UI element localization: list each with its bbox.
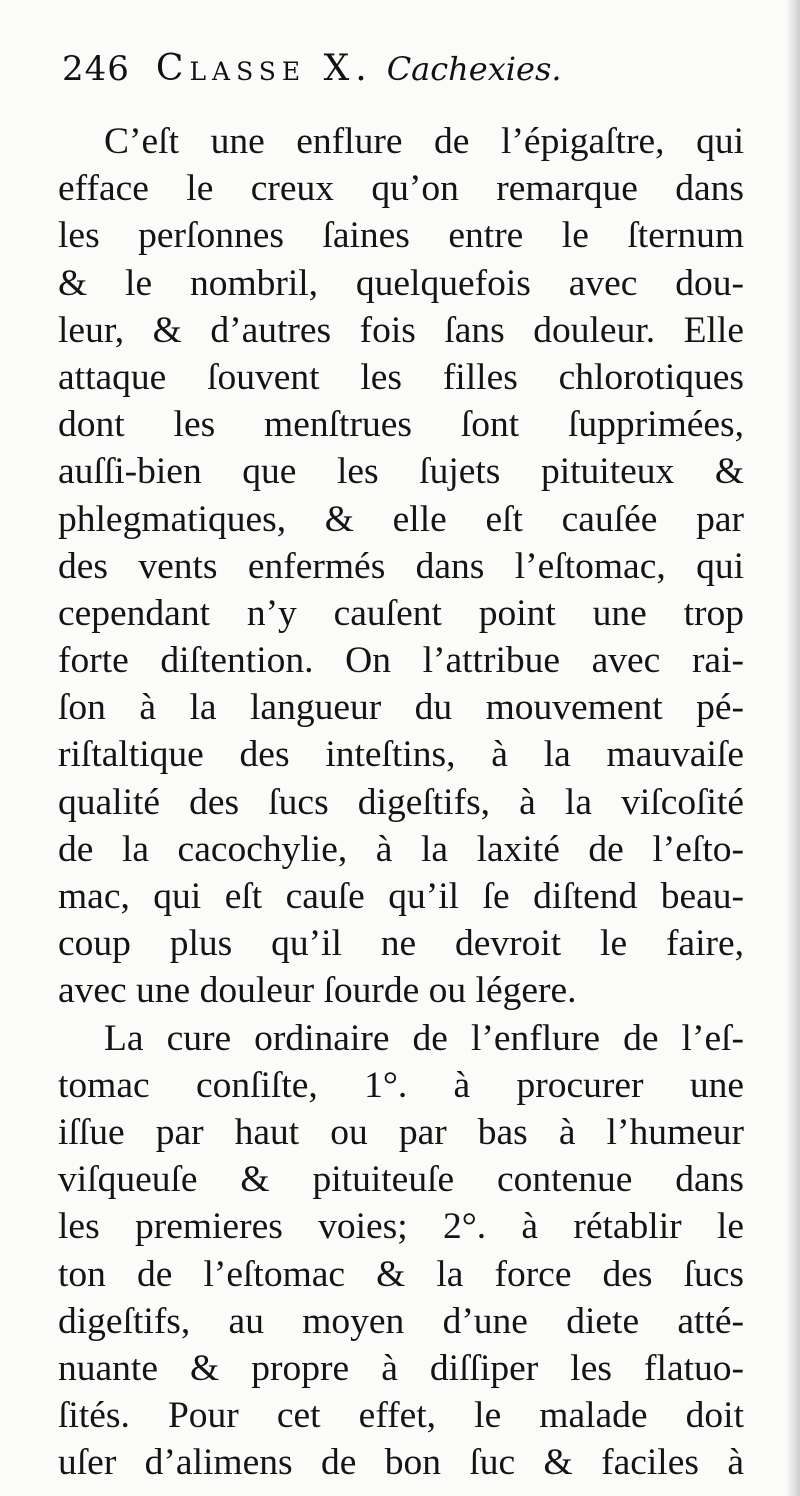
text-line: C’eſt une enflure de l’épigaſtre, qui (104, 121, 744, 162)
text-line: de la cacochylie, à la laxité de l’eſto- (58, 828, 744, 870)
paragraph-1 (58, 118, 744, 1015)
text-line: iſſue par haut ou par bas à l’humeur (58, 1111, 744, 1153)
text-line: des vents enfermés dans l’eſtomac, qui (58, 545, 744, 587)
text-line: attaque ſouvent les filles chlorotiques (58, 356, 744, 398)
text-line: leur, & d’autres fois ſans douleur. Elle (58, 309, 744, 351)
running-title: Cachexies. (386, 50, 562, 88)
text-line: phlegmatiques, & elle eſt cauſée par (58, 498, 744, 540)
text-line: & le nombril, quelquefois avec dou- (58, 262, 744, 304)
text-line: les perſonnes ſaines entre le ſternum (58, 215, 744, 257)
text-line: avec une douleur ſourde ou légere. (58, 970, 577, 1012)
text-line: auſſi-bien que les ſujets pituiteux & (58, 451, 744, 493)
text-line: riſtaltique des inteſtins, à la mauvaiſe (58, 734, 744, 776)
page-number: 246 (62, 49, 130, 89)
text-line: La cure ordinaire de l’enflure de l’eſ- (104, 1017, 744, 1059)
text-line: mac, qui eſt cauſe qu’il ſe diſtend beau- (58, 876, 744, 917)
text-line: qualité des ſucs digeſtifs, à la viſcoſité (58, 781, 744, 823)
text-line: coup plus qu’il ne devroit le faire, (58, 923, 744, 965)
text-line: ſités. Pour cet effet, le malade doit (58, 1395, 744, 1437)
text-line: ton de l’eſtomac & la force des ſucs (58, 1253, 744, 1295)
text-line: viſqueuſe & pituiteuſe contenue dans (58, 1159, 744, 1201)
text-line: digeſtifs, au moyen d’une diete atté- (58, 1300, 744, 1342)
page-header (62, 48, 762, 108)
text-line: ſon à la langueur du mouvement pé- (58, 687, 744, 729)
page-edge-shadow (786, 0, 800, 1496)
text-line: uſer d’alimens de bon ſuc & faciles à (58, 1442, 744, 1484)
text-line: efface le creux qu’on remarque dans (58, 168, 744, 210)
text-line: cependant n’y cauſent point une trop (58, 592, 744, 634)
body-text (58, 118, 744, 1486)
text-line: forte diſtention. On l’attribue avec rai- (58, 640, 744, 682)
class-title: Classe X. (155, 48, 373, 89)
text-line: nuante & propre à diſſiper les flatuo- (58, 1347, 744, 1389)
text-line: dont les menſtrues ſont ſupprimées, (58, 404, 744, 446)
text-line: tomac conſiſte, 1°. à procurer une (58, 1064, 744, 1106)
paragraph-2 (58, 1015, 744, 1487)
text-line: les premieres voies; 2°. à rétablir le (58, 1206, 744, 1248)
